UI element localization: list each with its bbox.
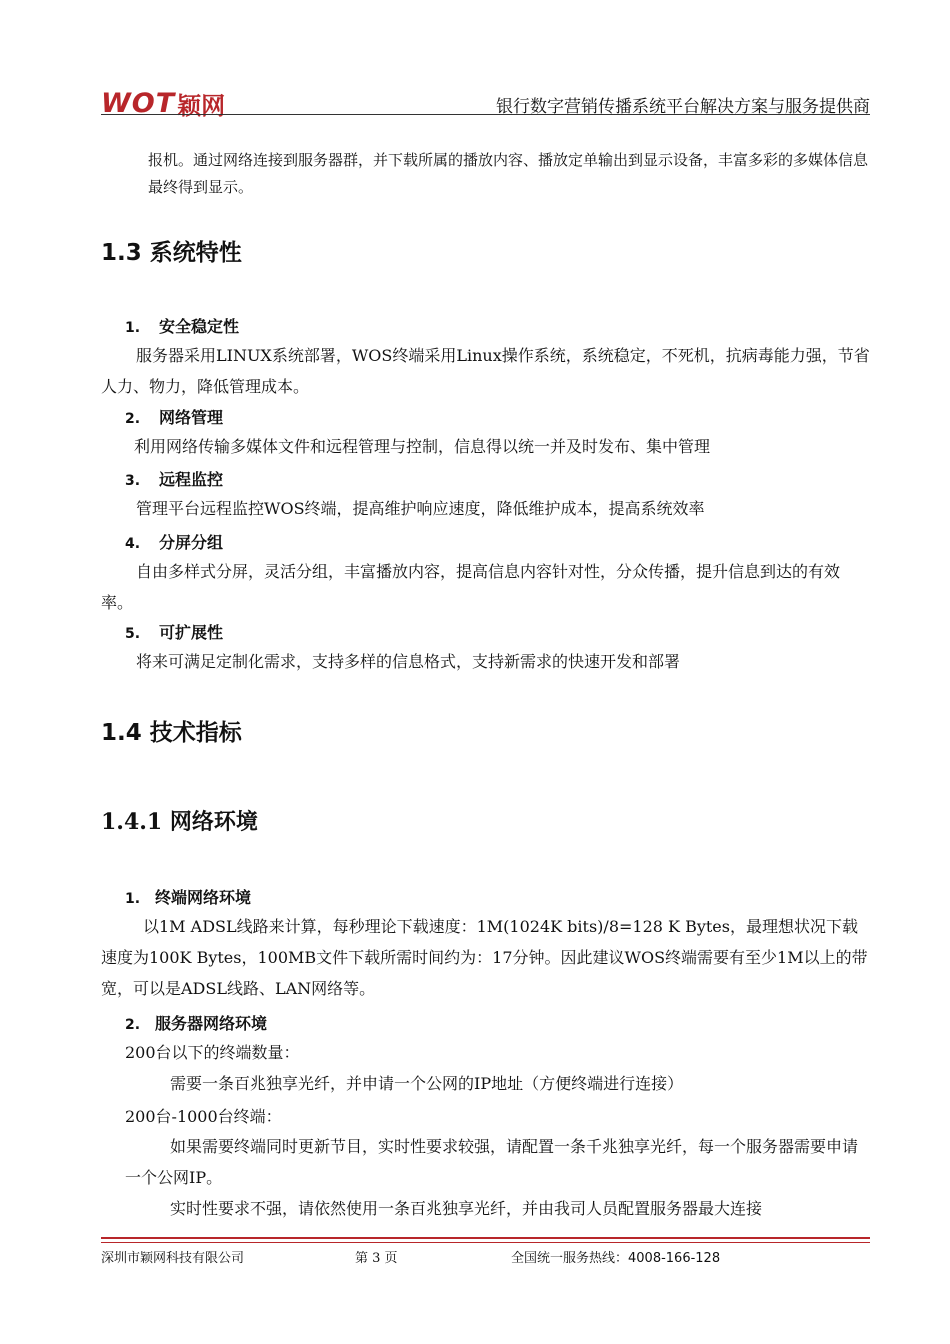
list-title: 服务器网络环境	[155, 1014, 268, 1033]
server-sub2-label: 200台-1000台终端：	[125, 1107, 282, 1126]
footer-page-number: 第 3 页	[355, 1251, 398, 1266]
list-title: 可扩展性	[159, 623, 224, 642]
feature-item-1-title	[125, 314, 239, 337]
list-number: 4.	[125, 536, 141, 552]
list-title: 分屏分组	[159, 533, 224, 552]
network-item-2-title	[125, 1011, 267, 1034]
server-sub1-text: 需要一条百兆独享光纤，并申请一个公网的IP地址（方便终端进行连接）	[170, 1074, 684, 1093]
section-1-4-1-heading: 1.4.1 网络环境	[101, 809, 258, 835]
section-1-3-heading: 1.3 系统特性	[101, 240, 242, 266]
network-item-1-text: 以1M ADSL线路来计算，每秒理论下载速度：1M(1024K bits)/8=128 K Bytes，最理想状况下载速度为100K Bytes，100MB文件下载所需时间约为：17分钟。因此建议WOS终端需要有至少1M以上的带宽，可以是ADSL线路、LAN网络等。	[101, 917, 868, 998]
list-number: 3.	[125, 473, 141, 489]
feature-item-2-title	[125, 405, 223, 428]
list-number: 5.	[125, 626, 141, 642]
server-sub3-text: 实时性要求不强，请依然使用一条百兆独享光纤，并由我司人员配置服务器最大连接	[170, 1199, 763, 1218]
header-title: 银行数字营销传播系统平台解决方案与服务提供商	[496, 97, 870, 117]
feature-item-1-text: 服务器采用LINUX系统部署，WOS终端采用Linux操作系统，系统稳定，不死机，抗病毒能力强，节省人力、物力，降低管理成本。	[101, 346, 870, 396]
network-item-1-title	[125, 885, 251, 908]
feature-item-3-title	[125, 467, 223, 490]
logo-cn-text: 颖网	[177, 91, 226, 120]
header-divider	[101, 114, 870, 115]
server-sub1-label: 200台以下的终端数量：	[125, 1043, 300, 1062]
list-number: 1.	[125, 320, 141, 336]
feature-item-5-text: 将来可满足定制化需求，支持多样的信息格式，支持新需求的快速开发和部署	[136, 652, 681, 671]
logo-latin-text: WOT	[101, 87, 176, 119]
feature-item-2-text: 利用网络传输多媒体文件和远程管理与控制，信息得以统一并及时发布、集中管理	[134, 437, 711, 456]
list-number: 1.	[125, 891, 141, 907]
feature-item-3-text: 管理平台远程监控WOS终端，提高维护响应速度，降低维护成本，提高系统效率	[136, 499, 705, 518]
footer-hotline: 全国统一服务热线：4008-166-128	[511, 1251, 721, 1266]
list-number: 2.	[125, 411, 141, 427]
footer-company: 深圳市颖网科技有限公司	[101, 1251, 245, 1266]
list-title: 远程监控	[159, 470, 224, 489]
list-number: 2.	[125, 1017, 141, 1033]
section-1-4-heading: 1.4 技术指标	[101, 720, 242, 746]
footer-divider-thick	[101, 1237, 870, 1239]
feature-item-5-title	[125, 620, 223, 643]
feature-item-4-title	[125, 530, 223, 553]
intro-paragraph: 报机。通过网络连接到服务器群，并下载所属的播放内容、播放定单输出到显示设备，丰富多彩的多媒体信息最终得到显示。	[148, 151, 869, 196]
feature-item-4-text: 自由多样式分屏，灵活分组，丰富播放内容，提高信息内容针对性，分众传播，提升信息到达的有效率。	[101, 562, 841, 612]
list-title: 终端网络环境	[155, 888, 252, 907]
server-sub2-text: 如果需要终端同时更新节目，实时性要求较强，请配置一条千兆独享光纤，每一个服务器需要申请一个公网IP。	[125, 1137, 859, 1187]
list-title: 网络管理	[159, 408, 224, 427]
footer-divider-thin	[101, 1242, 870, 1243]
list-title: 安全稳定性	[159, 317, 240, 336]
